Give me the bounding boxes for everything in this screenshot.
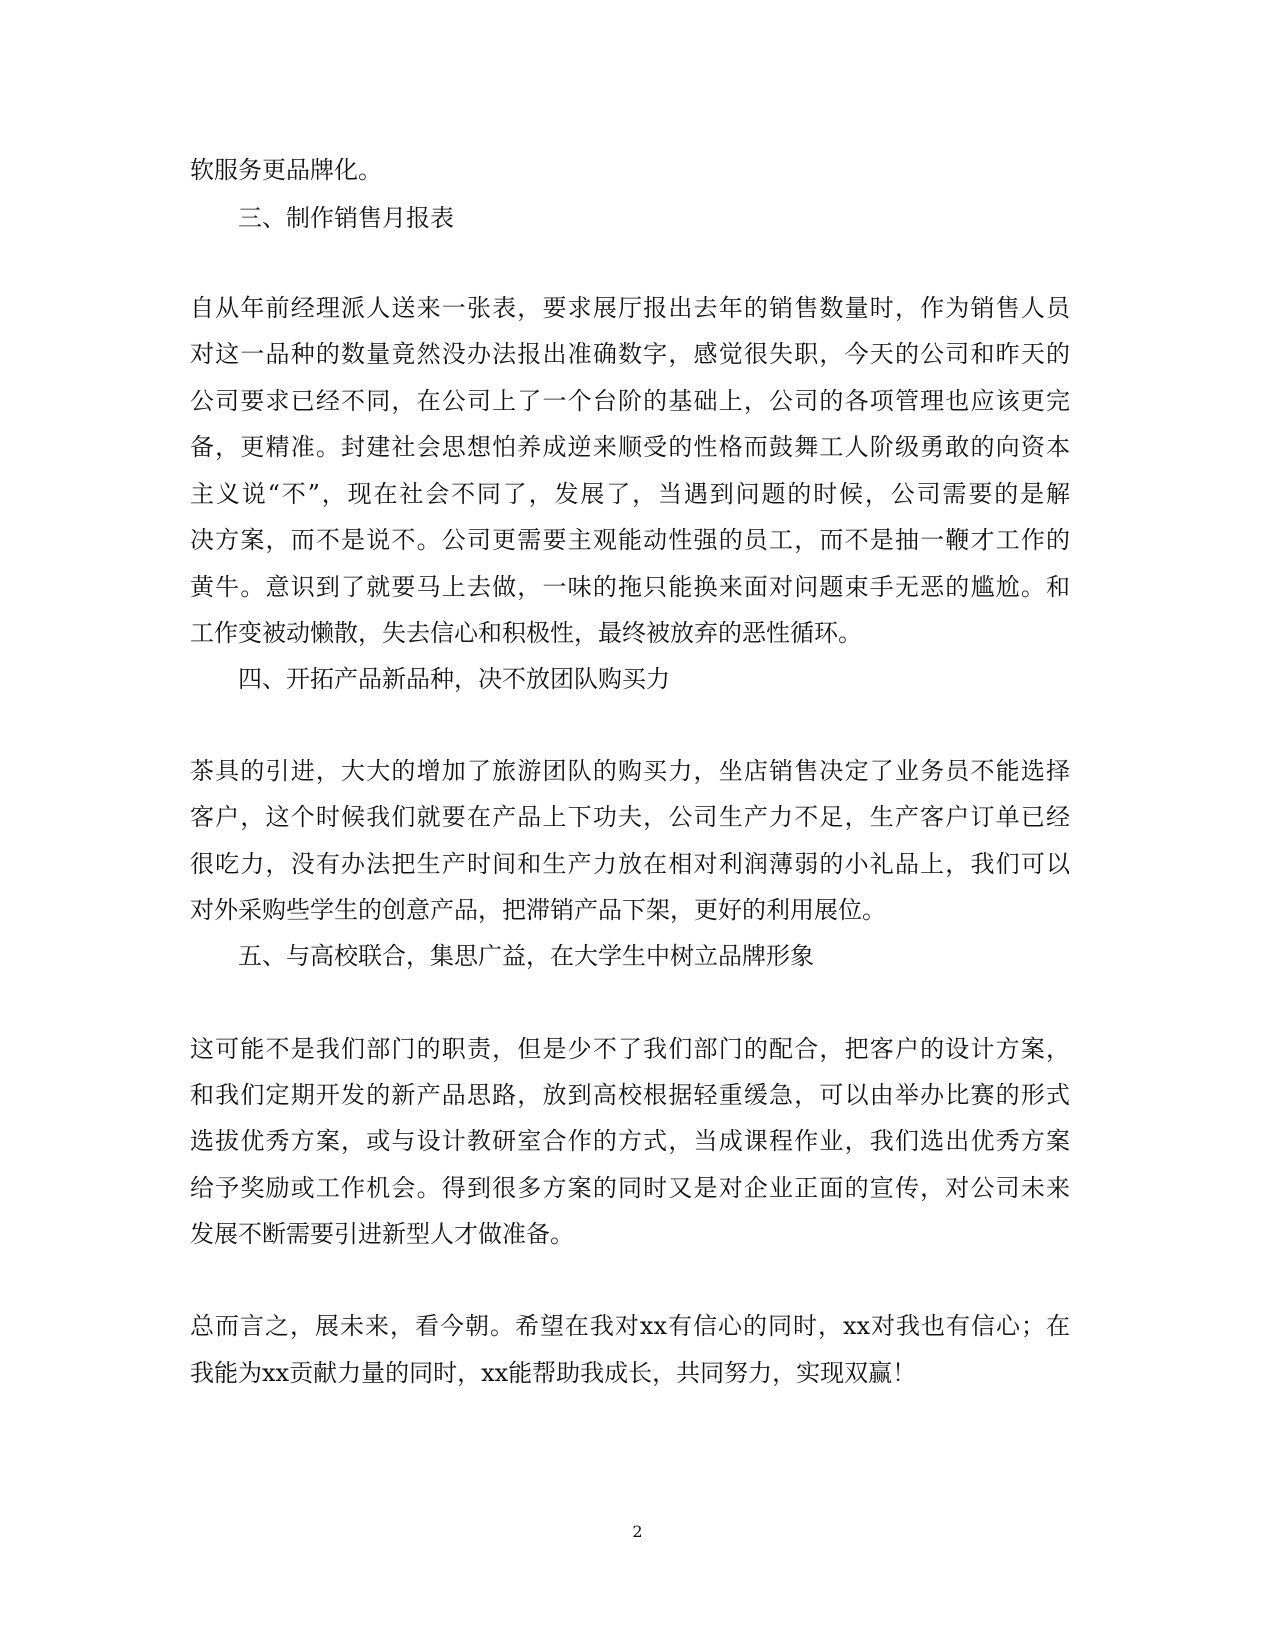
page-number: 2 (632, 1522, 643, 1541)
text-line: 对外采购些学生的创意产品，把滞销产品下架，更好的利用展位。 (190, 896, 886, 924)
text-line: 茶具的引进，大大的增加了旅游团队的购买力，坐店销售决定了业务员不能选择 (190, 757, 1070, 785)
text-line: 决方案，而不是说不。公司更需要主观能动性强的员工，而不是抽一鞭才工作的 (190, 526, 1070, 554)
text-line: 客户，这个时候我们就要在产品上下功夫，公司生产力不足，生产客户订单已经 (190, 803, 1070, 831)
text-line: 软服务更品牌化。 (190, 156, 382, 184)
text-line: 给予奖励或工作机会。得到很多方案的同时又是对企业正面的宣传，对公司未来 (190, 1174, 1070, 1202)
text-line: 发展不断需要引进新型人才做准备。 (190, 1220, 574, 1248)
text-line: 和我们定期开发的新产品思路，放到高校根据轻重缓急，可以由举办比赛的形式 (190, 1081, 1070, 1109)
text-line: 选拔优秀方案，或与设计教研室合作的方式，当成课程作业，我们选出优秀方案 (190, 1127, 1070, 1155)
section-heading: 三、制作销售月报表 (238, 204, 454, 232)
text-line: 总而言之，展未来，看今朝。希望在我对xx有信心的同时，xx对我也有信心；在 (190, 1312, 1070, 1340)
text-line: 对这一品种的数量竟然没办法报出准确数字，感觉很失职，今天的公司和昨天的 (190, 340, 1070, 368)
text-line: 黄牛。意识到了就要马上去做，一味的拖只能换来面对问题束手无恶的尴尬。和 (190, 573, 1070, 601)
section-heading: 四、开拓产品新品种，决不放团队购买力 (238, 665, 670, 693)
text-line: 这可能不是我们部门的职责，但是少不了我们部门的配合，把客户的设计方案， (190, 1035, 1070, 1063)
text-line: 公司要求已经不同，在公司上了一个台阶的基础上，公司的各项管理也应该更完 (190, 387, 1070, 415)
text-line: 我能为xx贡献力量的同时，xx能帮助我成长，共同努力，实现双赢！ (190, 1359, 917, 1387)
text-line: 主义说“不”，现在社会不同了，发展了，当遇到问题的时候，公司需要的是解 (190, 480, 1070, 508)
text-line: 备，更精准。封建社会思想怕养成逆来顺受的性格而鼓舞工人阶级勇敢的向资本 (190, 433, 1070, 461)
section-heading: 五、与高校联合，集思广益，在大学生中树立品牌形象 (238, 942, 814, 970)
text-line: 很吃力，没有办法把生产时间和生产力放在相对利润薄弱的小礼品上，我们可以 (190, 850, 1070, 878)
text-line: 自从年前经理派人送来一张表，要求展厅报出去年的销售数量时，作为销售人员 (190, 294, 1070, 322)
text-line: 工作变被动懒散，失去信心和积极性，最终被放弃的恶性循环。 (190, 619, 862, 647)
